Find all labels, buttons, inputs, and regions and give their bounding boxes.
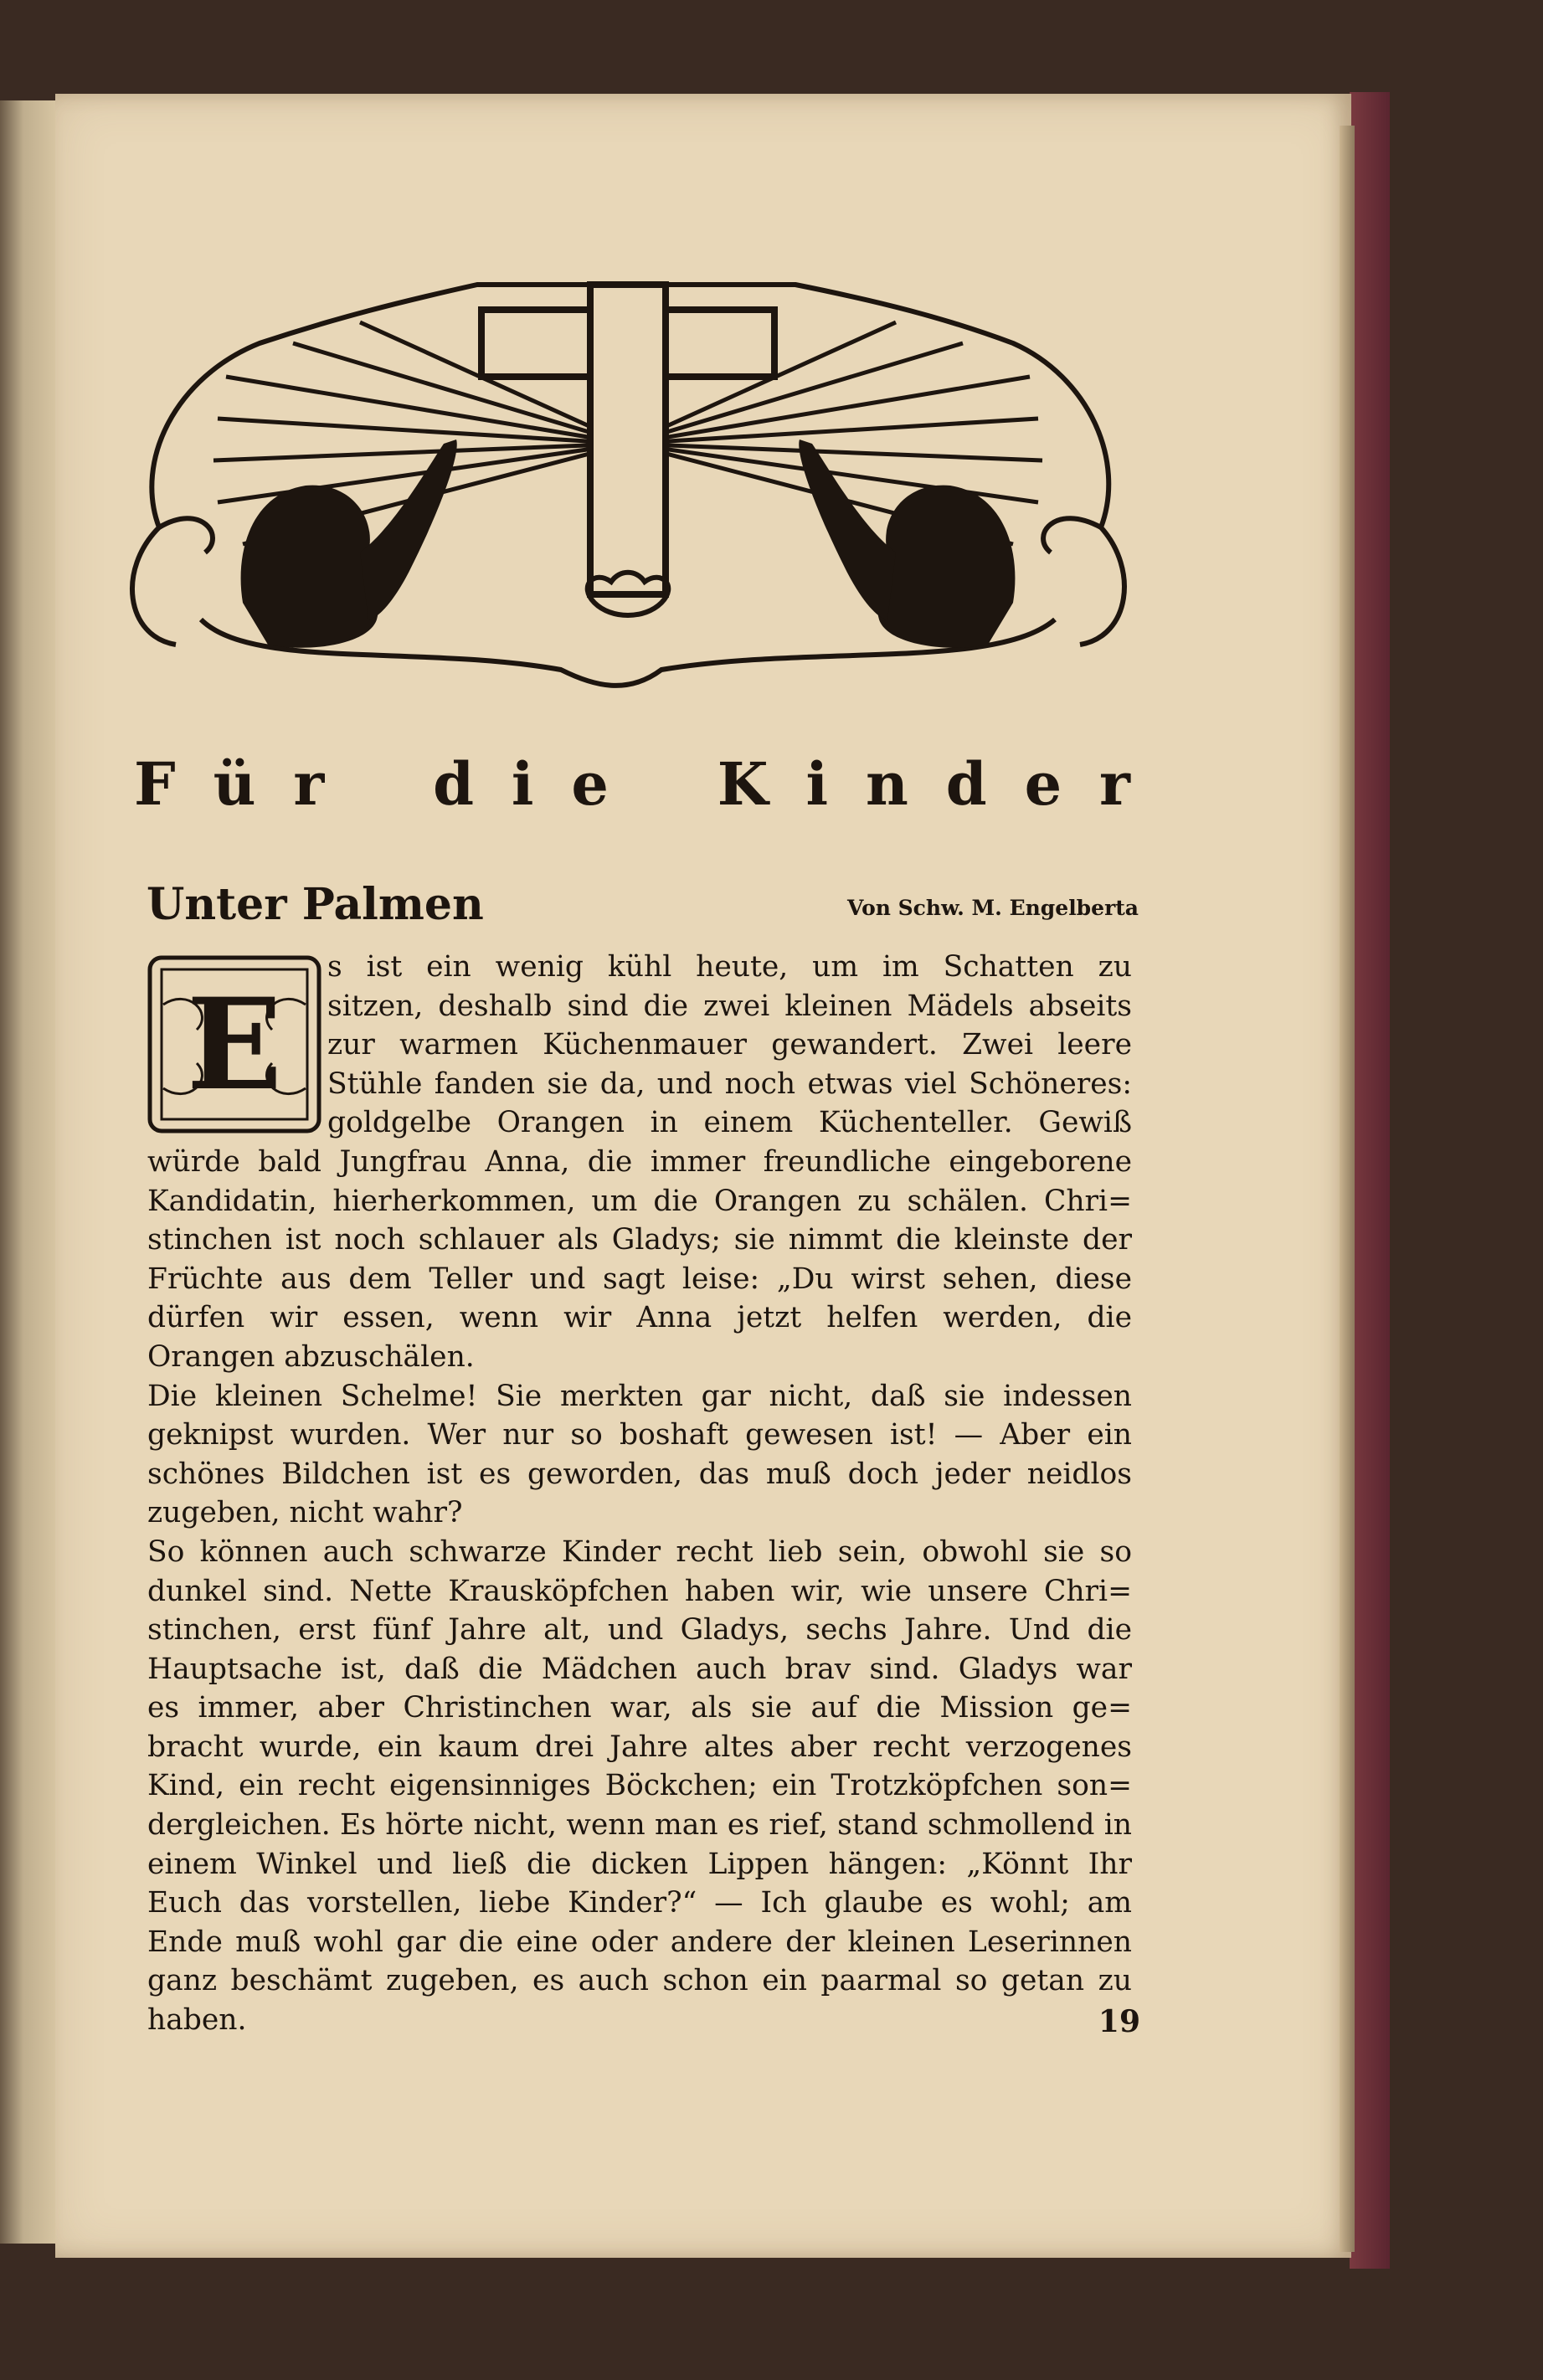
text-line: Kind, ein recht eigensinniges Böckchen; ein Trotzköpfchen son= (147, 1769, 1132, 1803)
title-letter: d (433, 749, 475, 819)
book-left-edge (0, 100, 59, 2244)
text-line: Die kleinen Schelme! Sie merkten gar nicht, daß sie indessen (147, 1379, 1132, 1413)
book-cover-right (1350, 92, 1390, 2269)
text-line: würde bald Jungfrau Anna, die immer freundliche eingeborene (147, 1144, 1132, 1179)
article-author: Von Schw. M. Engelberta (846, 896, 1139, 920)
text-line: So können auch schwarze Kinder recht lieb sein, obwohl sie so (147, 1534, 1132, 1569)
praying-children-cross-illustration (126, 251, 1130, 737)
text-line: es immer, aber Christinchen war, als sie auf die Mission ge= (147, 1691, 1132, 1725)
text-line: Orangen abzuschälen. (147, 1339, 475, 1374)
drop-cap-letter: E (186, 971, 283, 1118)
text-line: haben. (147, 2003, 247, 2038)
article-body (147, 948, 1132, 2040)
title-letter: i (511, 749, 534, 819)
title-letter: d (945, 749, 987, 819)
text-line: bracht wurde, ein kaum drei Jahre altes aber recht verzogenes (147, 1730, 1132, 1764)
page-number: 19 (1098, 2004, 1140, 2039)
title-letter: i (805, 749, 829, 819)
text-line: Euch das vorstellen, liebe Kinder?“ — Ich glaube es wohl; am (147, 1886, 1132, 1920)
text-line: ganz beschämt zugeben, es auch schon ein paarmal so getan zu (147, 1964, 1132, 1998)
text-line: einem Winkel und ließ die dicken Lippen hängen: „Könnt Ihr (147, 1847, 1132, 1881)
title-letter: ü (213, 749, 256, 819)
page-edge-right (1340, 126, 1355, 2252)
text-line: Ende muß wohl gar die eine oder andere der kleinen Leserinnen (147, 1925, 1132, 1959)
text-line: dürfen wir essen, wenn wir Anna jetzt helfen werden, die (147, 1301, 1132, 1335)
title-spacer (646, 749, 680, 819)
article-title: Unter Palmen (147, 879, 484, 930)
title-spacer (362, 749, 395, 819)
title-letter: K (717, 749, 769, 819)
text-line: Früchte aus dem Teller und sagt leise: „Du wirst sehen, diese (147, 1262, 1132, 1296)
text-line: sitzen, deshalb sind die zwei kleinen Mädels abseits (327, 989, 1132, 1023)
text-line: zugeben, nicht wahr? (147, 1496, 463, 1530)
text-line: geknipst wurden. Wer nur so boshaft gewesen ist! — Aber ein (147, 1418, 1132, 1452)
text-line: stinchen, erst fünf Jahre alt, und Gladys, sechs Jahre. Und die (147, 1613, 1132, 1647)
title-letter: r (1099, 749, 1130, 819)
title-letter: n (865, 749, 908, 819)
text-line: schönes Bildchen ist es geworden, das muß doch jeder neidlos (147, 1457, 1132, 1491)
text-line: Hauptsache ist, daß die Mädchen auch brav sind. Gladys war (147, 1652, 1132, 1686)
title-letter: e (1024, 749, 1062, 819)
title-letter: F (134, 749, 176, 819)
title-letter: r (293, 749, 325, 819)
text-line: dergleichen. Es hörte nicht, wenn man es rief, stand schmollend in (147, 1808, 1132, 1843)
text-line: s ist ein wenig kühl heute, um im Schatten zu (327, 950, 1132, 984)
text-line: goldgelbe Orangen in einem Küchenteller. Gewiß (327, 1106, 1132, 1140)
text-line: Stühle fanden sie da, und noch etwas viel Schöneres: (327, 1067, 1132, 1101)
section-title (134, 749, 1130, 819)
text-line: zur warmen Küchenmauer gewandert. Zwei leere (327, 1028, 1132, 1062)
title-letter: e (571, 749, 609, 819)
text-line: Kandidatin, hierherkommen, um die Orangen zu schälen. Chri= (147, 1184, 1132, 1218)
text-line: dunkel sind. Nette Krausköpfchen haben wir, wie unsere Chri= (147, 1574, 1132, 1608)
text-line: stinchen ist noch schlauer als Gladys; sie nimmt die kleinste der (147, 1223, 1132, 1257)
